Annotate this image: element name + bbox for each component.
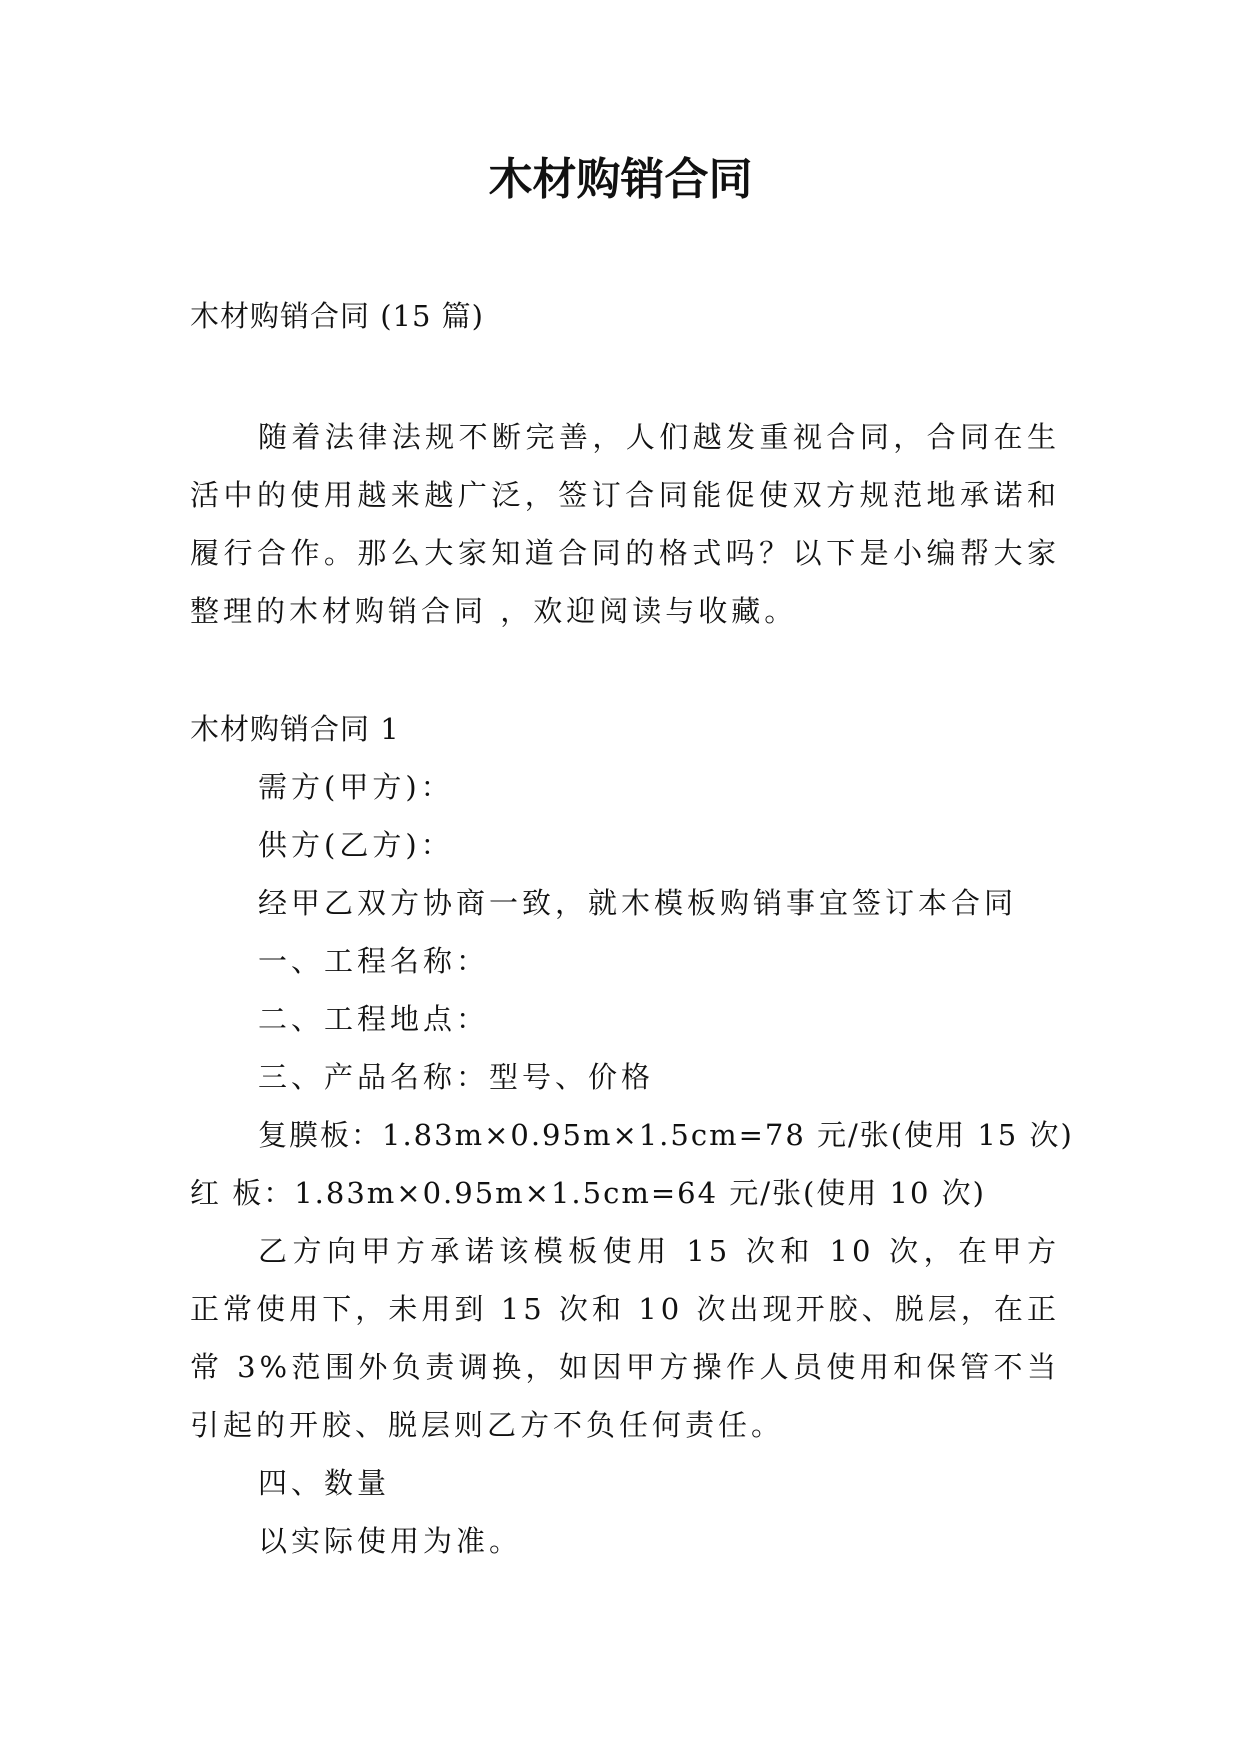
contract-section-1 (190, 700, 1074, 1570)
project-location-line: 二、工程地点： (258, 1002, 490, 1036)
contract-heading: 木材购销合同 1 (190, 712, 400, 746)
quantity-heading: 四、数量 (258, 1466, 391, 1500)
buyer-line: 需方(甲方)： (258, 770, 454, 804)
project-name-line: 一、工程名称： (258, 944, 490, 978)
product-name-line: 三、产品名称：型号、价格 (258, 1060, 655, 1094)
warranty-paragraph: 乙方向甲方承诺该模板使用 15 次和 10 次，在甲方正常使用下，未用到 15 次和 10 次出现开胶、脱层，在正常 3%范围外负责调换，如因甲方操作人员使用和保管不当引起的开胶、脱层则乙方不负任何责任。 (190, 1234, 1060, 1442)
document-subtitle: 木材购销合同 (15 篇) (190, 299, 484, 333)
document-title: 木材购销合同 (488, 154, 753, 205)
agreement-line: 经甲乙双方协商一致，就木模板购销事宜签订本合同 (258, 886, 1018, 920)
intro-paragraph: 随着法律法规不断完善，人们越发重视合同，合同在生活中的使用越来越广泛，签订合同能促使双方规范地承诺和履行合作。那么大家知道合同的格式吗？以下是小编帮大家整理的木材购销合同 ，欢迎阅读与收藏。 (190, 420, 1060, 628)
quantity-line: 以实际使用为准。 (258, 1524, 523, 1558)
seller-line: 供方(乙方)： (258, 828, 454, 862)
spec-line-red-board: 红 板：1.83m×0.95m×1.5cm=64 元/张(使用 10 次) (190, 1176, 986, 1210)
spec-line-film-board: 复膜板：1.83m×0.95m×1.5cm=78 元/张(使用 15 次) (258, 1118, 1074, 1152)
